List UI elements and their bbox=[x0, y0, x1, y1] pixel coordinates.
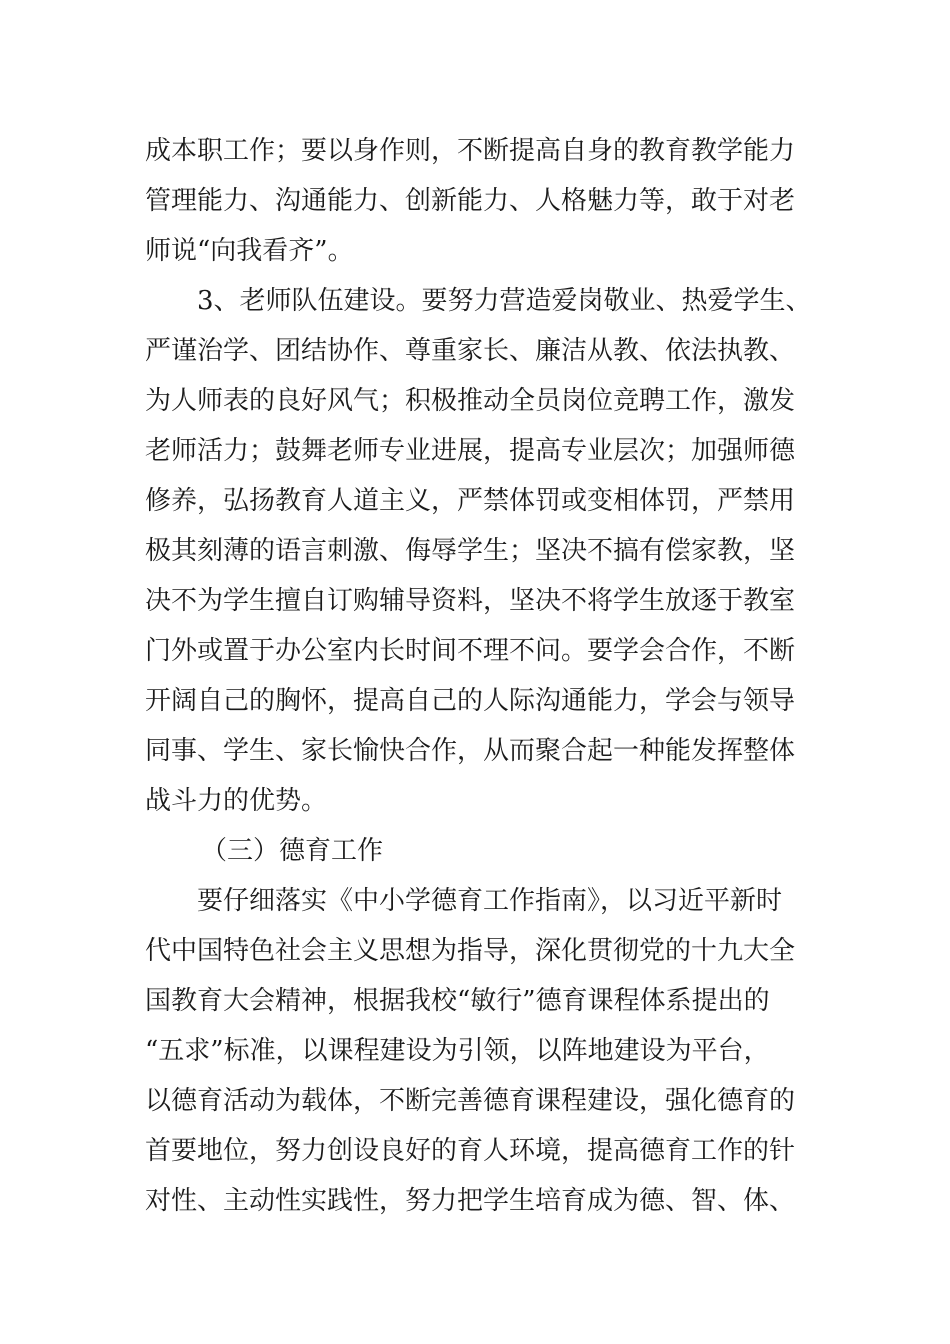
text-line: 管理能力、沟通能力、创新能力、人格魅力等，敢于对老 bbox=[145, 186, 796, 216]
text-line: 为人师表的良好风气；积极推动全员岗位竞聘工作，激发 bbox=[145, 386, 796, 416]
text-line: 对性、主动性实践性，努力把学生培育成为德、智、体、 bbox=[145, 1186, 796, 1216]
document-body bbox=[145, 126, 815, 1226]
text-line: 3、老师队伍建设。要努力营造爱岗敬业、热爱学生、 bbox=[197, 286, 812, 316]
text-line: 极其刻薄的语言刺激、侮辱学生；坚决不搞有偿家教，坚 bbox=[145, 536, 796, 566]
text-line: 开阔自己的胸怀，提高自己的人际沟通能力，学会与领导 bbox=[145, 686, 796, 716]
text-line: 要仔细落实《中小学德育工作指南》，以习近平新时 bbox=[197, 886, 783, 916]
text-line: 首要地位，努力创设良好的育人环境，提高德育工作的针 bbox=[145, 1136, 796, 1166]
text-line: 战斗力的优势。 bbox=[145, 786, 328, 816]
section-heading: （三）德育工作 bbox=[201, 836, 384, 866]
text-line: 国教育大会精神，根据我校“敏行”德育课程体系提出的 bbox=[145, 986, 770, 1016]
text-line: 代中国特色社会主义思想为指导，深化贯彻党的十九大全 bbox=[145, 936, 796, 966]
text-line: 修养，弘扬教育人道主义，严禁体罚或变相体罚，严禁用 bbox=[145, 486, 796, 516]
text-line: 决不为学生擅自订购辅导资料，坚决不将学生放逐于教室 bbox=[145, 586, 796, 616]
text-line: 成本职工作；要以身作则，不断提高自身的教育教学能力 bbox=[145, 136, 796, 166]
text-line: 严谨治学、团结协作、尊重家长、廉洁从教、依法执教、 bbox=[145, 336, 796, 366]
text-line: 师说“向我看齐”。 bbox=[145, 236, 354, 266]
text-line: 同事、学生、家长愉快合作，从而聚合起一种能发挥整体 bbox=[145, 736, 796, 766]
text-line: “五求”标准，以课程建设为引领，以阵地建设为平台， bbox=[145, 1036, 770, 1066]
text-line: 老师活力；鼓舞老师专业进展，提高专业层次；加强师德 bbox=[145, 436, 796, 466]
text-line: 门外或置于办公室内长时间不理不问。要学会合作，不断 bbox=[145, 636, 796, 666]
text-line: 以德育活动为载体，不断完善德育课程建设，强化德育的 bbox=[145, 1086, 796, 1116]
